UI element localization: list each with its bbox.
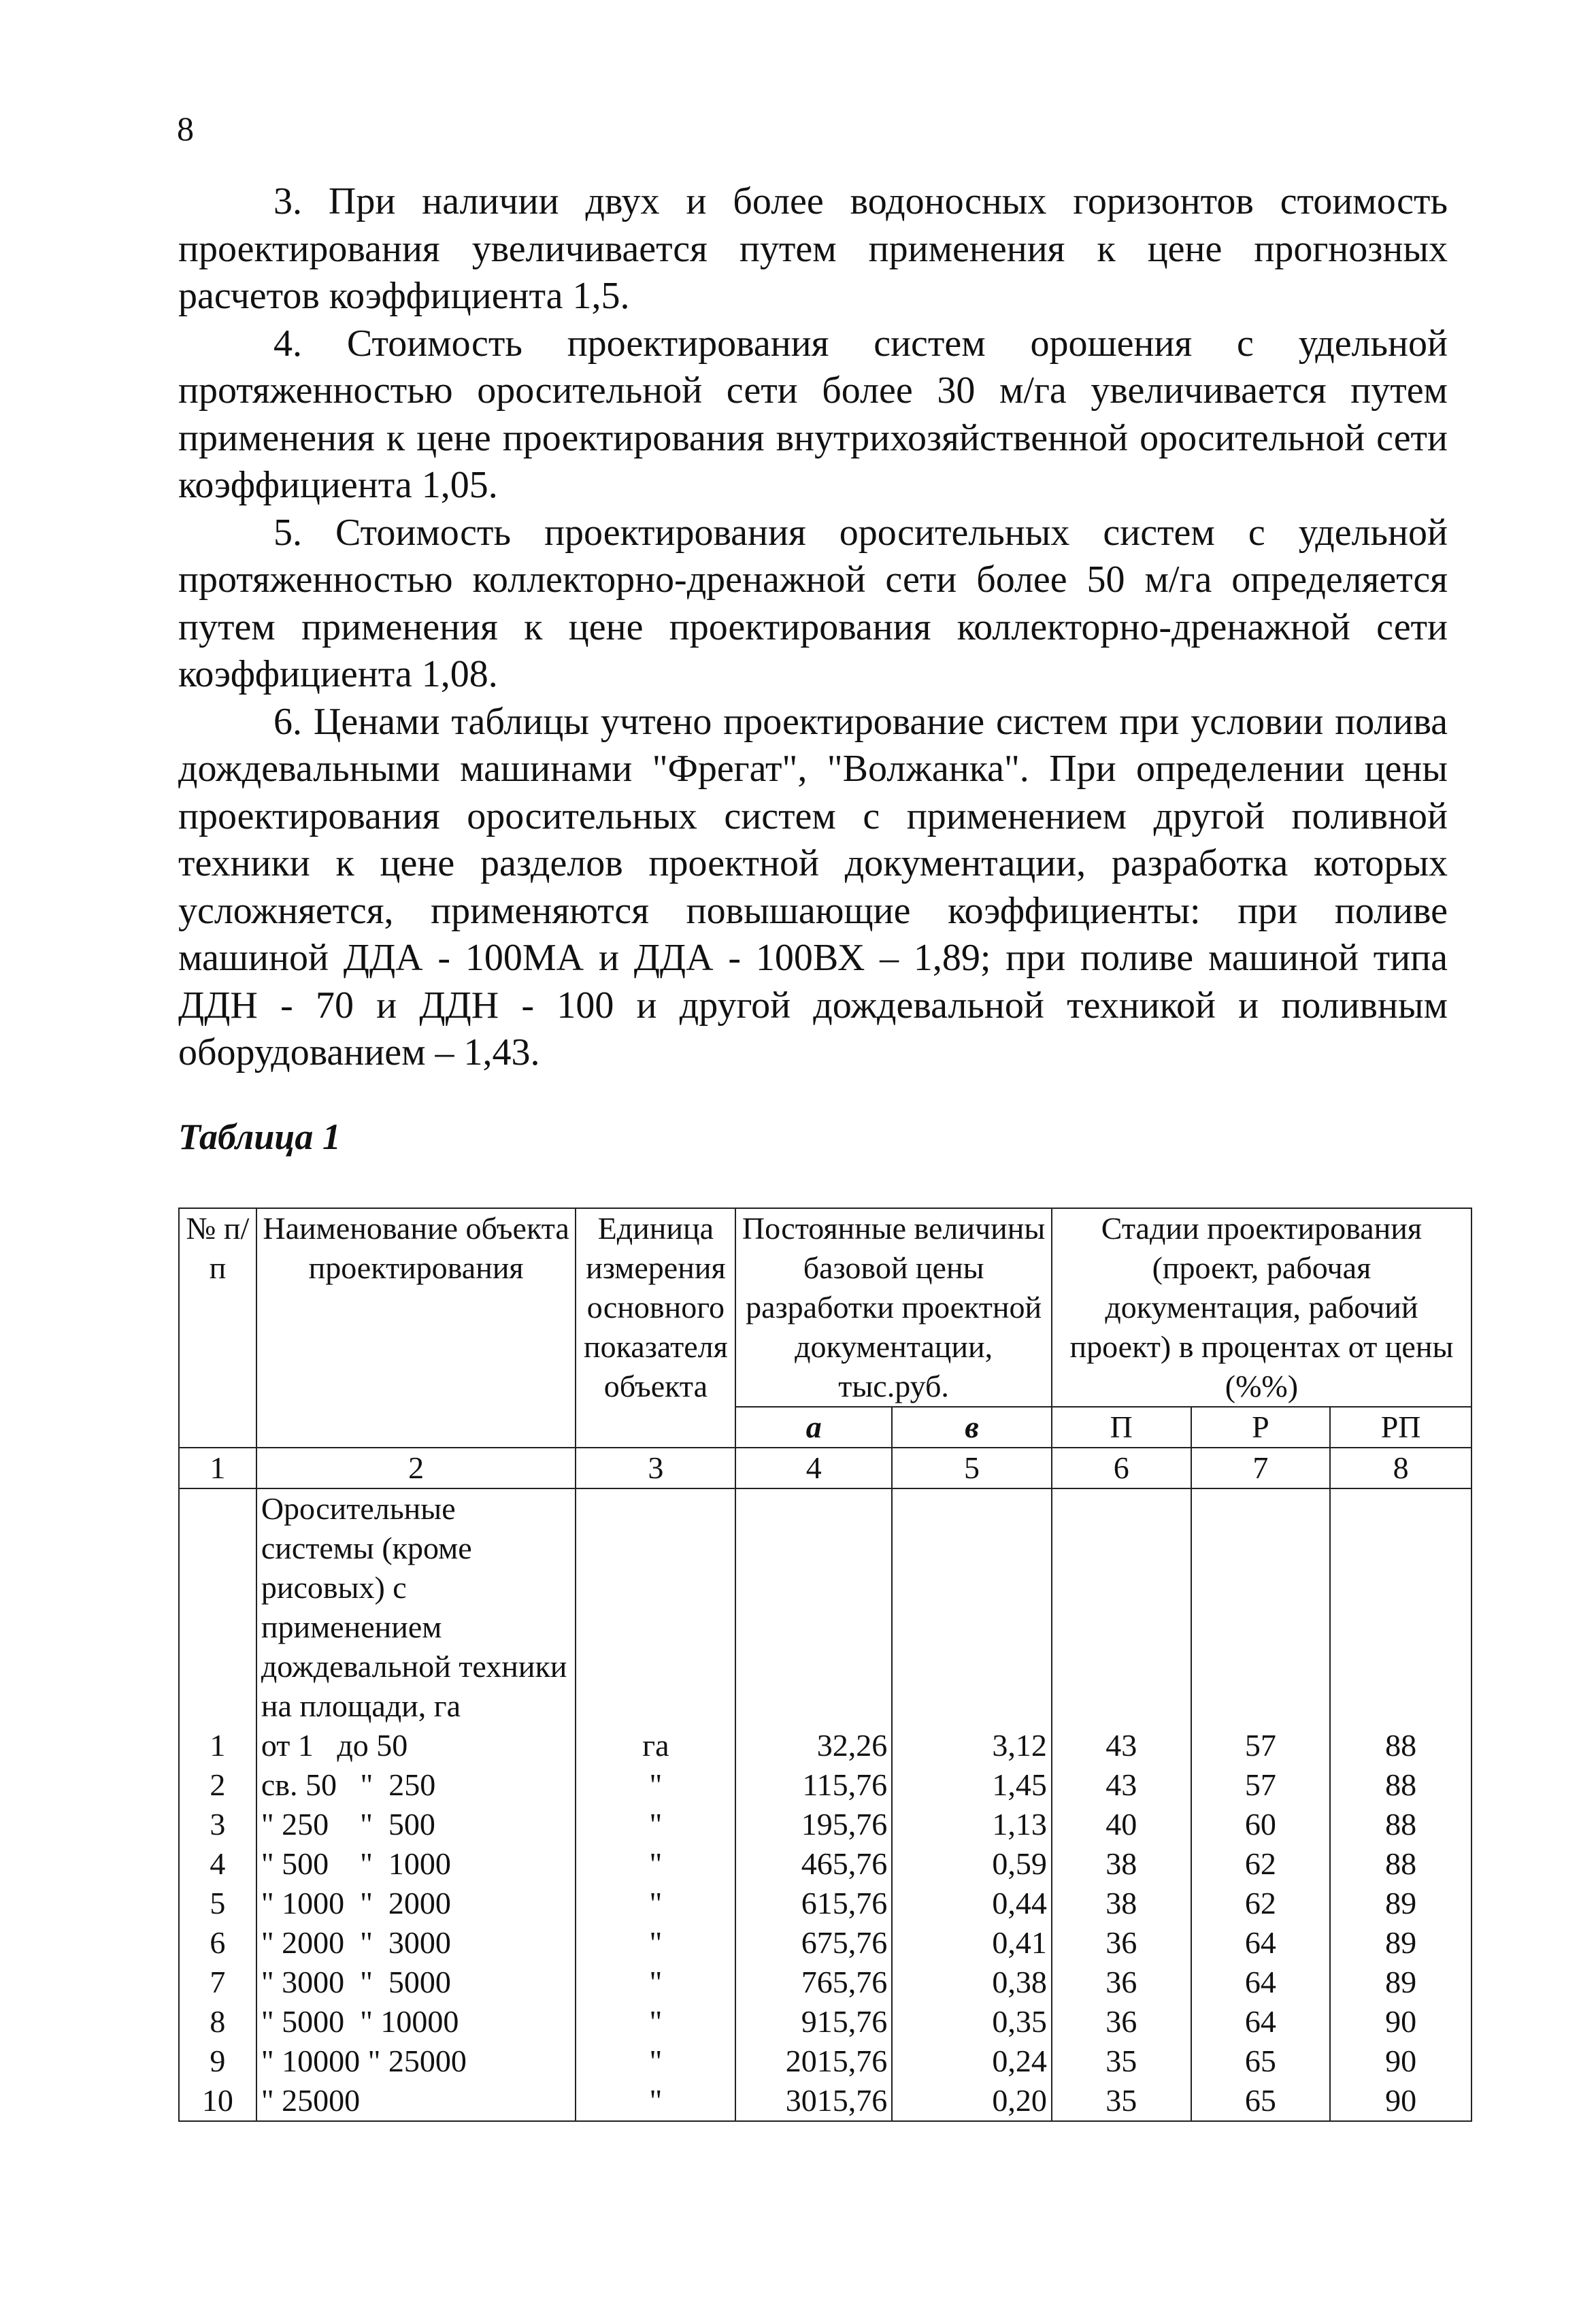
header-num: № п/п (179, 1208, 256, 1448)
row-p: 38 (1052, 1844, 1191, 1884)
column-number: 8 (1330, 1448, 1472, 1488)
row-number: 4 (179, 1844, 256, 1884)
row-r: 60 (1191, 1805, 1331, 1844)
row-b: 0,24 (892, 2042, 1052, 2081)
header-p: П (1052, 1407, 1191, 1448)
row-unit: " (576, 1923, 735, 1963)
row-name: " 25000 (256, 2081, 576, 2121)
row-unit: " (576, 2042, 735, 2081)
table-row (179, 1963, 1472, 2002)
row-rp: 88 (1330, 1765, 1472, 1805)
row-number: 1 (179, 1726, 256, 1765)
row-b: 0,44 (892, 1884, 1052, 1923)
row-unit: " (576, 2002, 735, 2042)
row-r: 65 (1191, 2081, 1331, 2121)
row-name: св. 50 " 250 (256, 1765, 576, 1805)
column-number-row (179, 1448, 1472, 1488)
column-number: 7 (1191, 1448, 1331, 1488)
row-rp: 89 (1330, 1923, 1472, 1963)
row-b: 0,20 (892, 2081, 1052, 2121)
row-number: 10 (179, 2081, 256, 2121)
table-row (179, 2081, 1472, 2121)
row-unit: " (576, 1844, 735, 1884)
row-unit: " (576, 1963, 735, 2002)
row-number: 6 (179, 1923, 256, 1963)
page-number: 8 (177, 110, 194, 148)
table-caption: Таблица 1 (178, 1116, 341, 1157)
row-a: 195,76 (735, 1805, 892, 1844)
header-a: а (735, 1407, 892, 1448)
row-r: 57 (1191, 1726, 1331, 1765)
row-r: 65 (1191, 2042, 1331, 2081)
row-unit: " (576, 1805, 735, 1844)
row-a: 115,76 (735, 1765, 892, 1805)
row-r: 64 (1191, 1963, 1331, 2002)
row-p: 43 (1052, 1726, 1191, 1765)
row-name: " 2000 " 3000 (256, 1923, 576, 1963)
row-a: 765,76 (735, 1963, 892, 2002)
row-p: 43 (1052, 1765, 1191, 1805)
row-unit: " (576, 1884, 735, 1923)
row-number: 2 (179, 1765, 256, 1805)
column-number: 4 (735, 1448, 892, 1488)
row-number: 8 (179, 2002, 256, 2042)
row-p: 40 (1052, 1805, 1191, 1844)
header-name: Наименование объекта проектирования (256, 1208, 576, 1448)
table-row (179, 1844, 1472, 1884)
header-stages: Стадии проектирования (проект, рабочая документация, рабочий проект) в процентах от цены (%%) (1052, 1208, 1472, 1407)
row-rp: 89 (1330, 1884, 1472, 1923)
row-number: 9 (179, 2042, 256, 2081)
row-name: от 1 до 50 (256, 1726, 576, 1765)
row-name: " 1000 " 2000 (256, 1884, 576, 1923)
price-table (178, 1208, 1472, 2122)
group-row (179, 1488, 1472, 1726)
row-p: 38 (1052, 1884, 1191, 1923)
row-name: " 500 " 1000 (256, 1844, 576, 1884)
row-rp: 89 (1330, 1963, 1472, 2002)
row-rp: 88 (1330, 1844, 1472, 1884)
row-a: 2015,76 (735, 2042, 892, 2081)
table-row (179, 2002, 1472, 2042)
row-b: 0,41 (892, 1923, 1052, 1963)
row-rp: 88 (1330, 1805, 1472, 1844)
row-b: 1,45 (892, 1765, 1052, 1805)
row-p: 36 (1052, 1923, 1191, 1963)
row-unit: га (576, 1726, 735, 1765)
paragraph-6: 6. Ценами таблицы учтено проектирование систем при условии полива дождевальными машинами "Фрегат", "Волжанка". При определении цены проектирования оросительных систем с применением другой поливной техники к цене разделов проектной документации, разработка которых усложняется, применяются повышающие коэффициенты: при поливе машиной ДДА - 100МА и ДДА - 100ВХ – 1,89; при поливе машиной типа ДДН - 70 и ДДН - 100 и другой дождевальной техникой и поливным оборудованием – 1,43. (178, 700, 1448, 1073)
header-rp: РП (1330, 1407, 1472, 1448)
row-p: 35 (1052, 2042, 1191, 2081)
column-number: 5 (892, 1448, 1052, 1488)
paragraph-3: 3. При наличии двух и более водоносных горизонтов стоимость проектирования увеличивается путем применения к цене прогнозных расчетов коэффициента 1,5. (178, 180, 1448, 317)
row-rp: 90 (1330, 2081, 1472, 2121)
row-name: " 250 " 500 (256, 1805, 576, 1844)
row-number: 3 (179, 1805, 256, 1844)
row-b: 0,38 (892, 1963, 1052, 2002)
header-row-top (179, 1208, 1472, 1407)
row-a: 465,76 (735, 1844, 892, 1884)
row-r: 64 (1191, 1923, 1331, 1963)
row-a: 915,76 (735, 2002, 892, 2042)
row-p: 35 (1052, 2081, 1191, 2121)
row-name: " 10000 " 25000 (256, 2042, 576, 2081)
row-r: 62 (1191, 1844, 1331, 1884)
paragraph-4: 4. Стоимость проектирования систем орошения с удельной протяженностью оросительной сети более 30 м/га увеличивается путем применения к цене проектирования внутрихозяйственной оросительной сети коэффициента 1,05. (178, 322, 1448, 506)
column-number: 1 (179, 1448, 256, 1488)
row-unit: " (576, 2081, 735, 2121)
table-row (179, 2042, 1472, 2081)
price-table-container (178, 1208, 1472, 2122)
row-a: 3015,76 (735, 2081, 892, 2121)
table-row (179, 1884, 1472, 1923)
row-name: " 3000 " 5000 (256, 1963, 576, 2002)
row-rp: 90 (1330, 2002, 1472, 2042)
table-row (179, 1805, 1472, 1844)
row-b: 3,12 (892, 1726, 1052, 1765)
row-number: 5 (179, 1884, 256, 1923)
row-b: 0,35 (892, 2002, 1052, 2042)
header-r: Р (1191, 1407, 1331, 1448)
table-row (179, 1923, 1472, 1963)
body-text (178, 178, 1448, 1077)
row-p: 36 (1052, 2002, 1191, 2042)
table-row (179, 1726, 1472, 1765)
row-a: 615,76 (735, 1884, 892, 1923)
row-rp: 90 (1330, 2042, 1472, 2081)
row-a: 32,26 (735, 1726, 892, 1765)
row-p: 36 (1052, 1963, 1191, 2002)
table-row (179, 1765, 1472, 1805)
row-r: 62 (1191, 1884, 1331, 1923)
column-number: 2 (256, 1448, 576, 1488)
row-b: 1,13 (892, 1805, 1052, 1844)
table-body (179, 1488, 1472, 2121)
header-unit: Единица измерения основного показателя объекта (576, 1208, 735, 1448)
row-r: 57 (1191, 1765, 1331, 1805)
paragraph-5: 5. Стоимость проектирования оросительных систем с удельной протяженностью коллекторно-дренажной сети более 50 м/га определяется путем применения к цене проектирования коллекторно-дренажной сети коэффициента 1,08. (178, 511, 1448, 695)
group-label: Оросительные системы (кроме рисовых) с применением дождевальной техники на площади, га (256, 1488, 576, 1726)
header-base-price: Постоянные величины базовой цены разработки проектной документации, тыс.руб. (735, 1208, 1051, 1407)
row-a: 675,76 (735, 1923, 892, 1963)
column-number: 6 (1052, 1448, 1191, 1488)
row-b: 0,59 (892, 1844, 1052, 1884)
row-number: 7 (179, 1963, 256, 2002)
row-rp: 88 (1330, 1726, 1472, 1765)
row-unit: " (576, 1765, 735, 1805)
column-number: 3 (576, 1448, 735, 1488)
header-b: в (892, 1407, 1052, 1448)
row-name: " 5000 " 10000 (256, 2002, 576, 2042)
row-r: 64 (1191, 2002, 1331, 2042)
